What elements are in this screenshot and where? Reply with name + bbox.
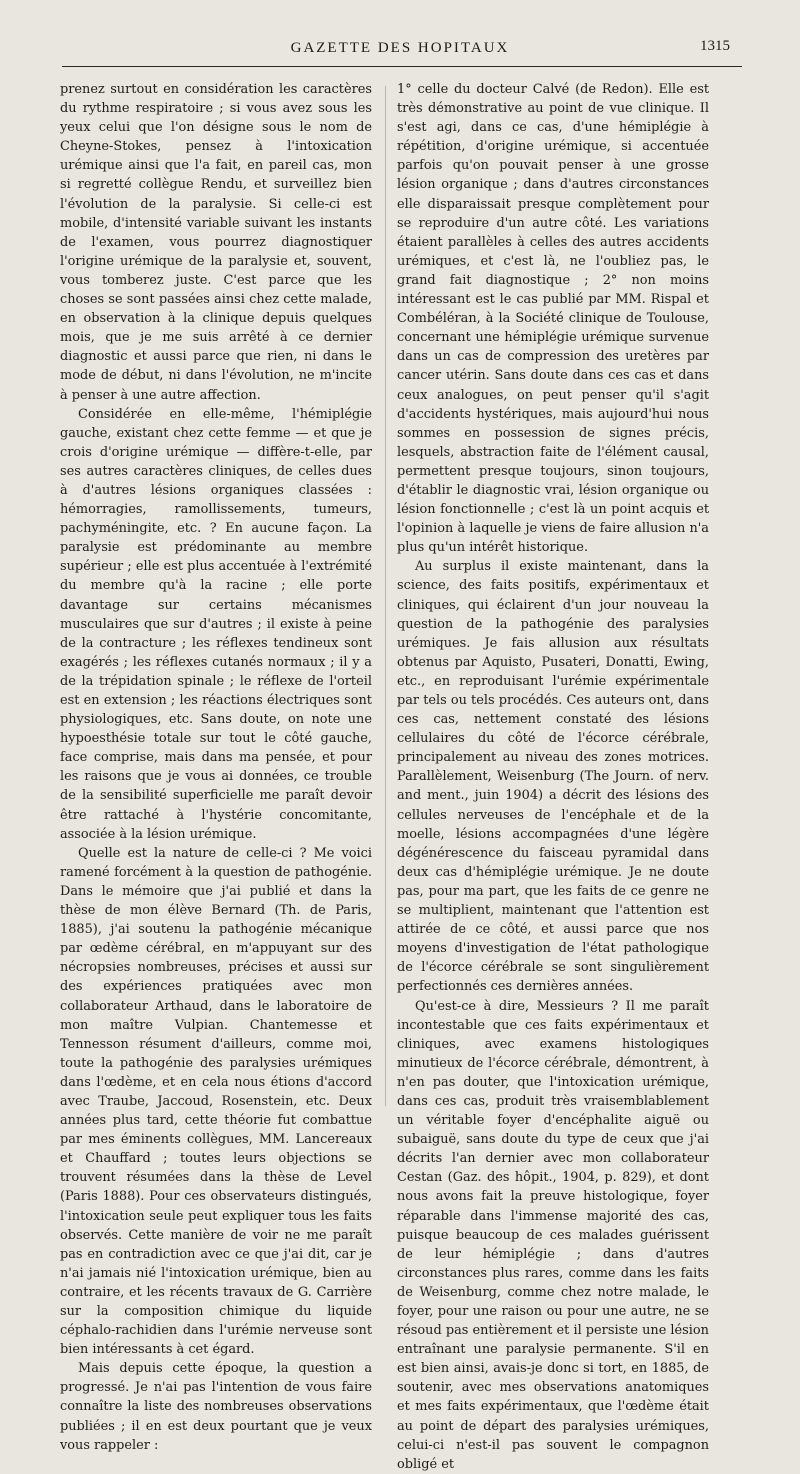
paragraph: Considérée en elle-même, l'hémiplégie gauche, existant chez cette femme — et que je crois d'origine urémique — diffère-t-elle, par ses autres caractères cliniques, de celles dues à d'autres lésions organiques classées : hémorragies, ramollissements, tumeurs, pachyméningite, etc. ? En aucune façon. La paralysie est prédominante au membre supérieur ; elle est plus accentuée à l'extrémité du membre qu'à la racine ; elle porte davantage sur certains mécanismes musculaires que sur d'autres ; il existe à peine de la contracture ; les réflexes tendineux sont exagérés ; les réflexes cutanés normaux ; il y a de la trépidation spinale ; le réflexe de l'orteil est en extension ; les réactions électriques sont physiologiques, etc. Sans doute, on note une hypoesthésie totale sur tout le côté gauche, face comprise, mais dans ma pensée, et pour les raisons que je vous ai données, ce trouble de la sensibilité superficielle me paraît devoir être rattaché à l'hystérie concomitante, associée à la lésion urémique. [60,406,372,842]
page-number: 1315 [700,38,730,54]
paragraph: Quelle est la nature de celle-ci ? Me voici ramené forcément à la question de pathogénie. Dans le mémoire que j'ai publié et dans la thèse de mon élève Bernard (Th. de Paris, 1885), j'ai soutenu la pathogénie mécanique par œdème cérébral, en m'appuyant sur des nécropsies nombreuses, précises et aussi sur des expériences pratiquées avec mon collaborateur Arthaud, dans le laboratoire de mon maître Vulpian. Chantemesse et Tennesson résument d'ailleurs, comme moi, toute la pathogénie des paralysies urémiques dans l'œdème, et en cela nous étions d'accord avec Traube, Jaccoud, Rosenstein, etc. Deux années plus tard, cette théorie fut combattue par mes éminents collègues, MM. Lancereaux et Chauffard ; toutes leurs objections se trouvent résumées dans la thèse de Level (Paris 1888). Pour ces observateurs distingués, l'intoxication seule peut expliquer tous les faits observés. Cette manière de voir ne me paraît pas en contradiction avec ce que j'ai dit, car je n'ai jamais nié l'intoxication urémique, bien au contraire, et les récents travaux de G. Carrière sur la composition chimique du liquide céphalo-rachidien dans l'urémie nerveuse sont bien intéressants à cet égard. [60,845,372,1358]
running-title: GAZETTE DES HOPITAUX [290,40,510,56]
paragraph: Qu'est-ce à dire, Messieurs ? Il me paraît incontestable que ces faits expérimentaux et cliniques, avec examens histologiques minutieux de l'écorce cérébrale, démontrent, à n'en pas douter, que l'intoxication urémique, dans ces cas, produit très vraisemblablement un véritable foyer d'encéphalite aiguë ou subaiguë, sans doute du type de ceux que j'ai décrits l'an dernier avec mon collaborateur Cestan (Gaz. des hôpit., 1904, p. 829), et dont nous avons fait la preuve histologique, foyer réparable dans l'immense majorité des cas, puisque beaucoup de ces malades guérissent de leur hémiplégie ; dans d'autres circonstances plus rares, comme dans les faits de Weisenburg, comme chez notre malade, le foyer, pour une raison ou pour une autre, ne se résoud pas entièrement et il persiste une lésion entraînant une paralysie permanente. S'il en est bien ainsi, avais-je donc si tort, en 1885, de soutenir, avec mes observations anatomiques et mes faits expérimentaux, que l'œdème était au point de départ des paralysies urémiques, celui-ci n'est-il pas souvent le compagnon obligé et [397,998,709,1472]
right-column [397,80,709,1474]
paragraph: prenez surtout en considération les caractères du rythme respiratoire ; si vous avez sous les yeux celui que l'on désigne sous le nom de Cheyne-Stokes, pensez à l'intoxication urémique ainsi que l'a fait, en pareil cas, mon si regretté collègue Rendu, et surveillez bien l'évolution de la paralysie. Si celle-ci est mobile, d'intensité variable suivant les instants de l'examen, vous pourrez diagnostiquer l'origine urémique de la paralysie et, souvent, vous tomberez juste. C'est parce que les choses se sont passées ainsi chez cette malade, en observation à la clinique depuis quelques mois, que je me suis arrêté à ce dernier diagnostic et aussi parce que rien, ni dans le mode de début, ni dans l'évolution, ne m'incite à penser à une autre affection. [60,82,372,403]
paragraph: Mais depuis cette époque, la question a progressé. Je n'ai pas l'intention de vous faire connaître la liste des nombreuses observations publiées ; il en est deux pourtant que je veux vous rappeler : [60,1361,372,1453]
paragraph: 1° celle du docteur Calvé (de Redon). Elle est très démonstrative au point de vue clinique. Il s'est agi, dans ce cas, d'une hémiplégie à répétition, d'origine urémique, si accentuée parfois qu'on pouvait penser à une grosse lésion organique ; dans d'autres circonstances elle disparaissait presque complètement pour se reproduire d'un autre côté. Les variations étaient parallèles à celles des autres accidents urémiques, et c'est là, ne l'oubliez pas, le grand fait diagnostique ; 2° non moins intéressant est le cas publié par MM. Rispal et Combéléran, à la Société clinique de Toulouse, concernant une hémiplégie urémique survenue dans un cas de compression des uretères par cancer utérin. Sans doute dans ces cas et dans ceux analogues, on peut penser qu'il s'agit d'accidents hystériques, mais aujourd'hui nous sommes en possession de signes précis, lesquels, abstraction faite de l'élément causal, permettent presque toujours, sinon toujours, d'établir le diagnostic vrai, lésion organique ou lésion fonctionnelle ; c'est là un point acquis et l'opinion à laquelle je viens de faire allusion n'a plus qu'un intérêt historique. [397,82,709,556]
paragraph: Au surplus il existe maintenant, dans la science, des faits positifs, expérimentaux et cliniques, qui éclairent d'un jour nouveau la question de la pathogénie des paralysies urémiques. Je fais allusion aux résultats obtenus par Aquisto, Pusateri, Donatti, Ewing, etc., en reproduisant l'urémie expérimentale par tels ou tels procédés. Ces auteurs ont, dans ces cas, nettement constaté des lésions cellulaires du côté de l'écorce cérébrale, principalement au niveau des zones motrices. Parallèlement, Weisenburg (The Journ. of nerv. and ment., juin 1904) a décrit des lésions des cellules nerveuses de l'encéphale et de la moelle, lésions accompagnées d'une légère dégénérescence du faisceau pyramidal dans deux cas d'hémiplégie urémique. Je ne doute pas, pour ma part, que les faits de ce genre ne se multiplient, maintenant que l'attention est attirée de ce côté, et aussi parce que nos moyens d'investigation de l'état pathologique de l'écorce cérébrale se sont singulièrement perfectionnés ces dernières années. [397,559,709,995]
page-header [0,36,800,66]
header-rule [62,66,742,67]
column-divider [385,86,386,1106]
left-column [60,80,372,1455]
